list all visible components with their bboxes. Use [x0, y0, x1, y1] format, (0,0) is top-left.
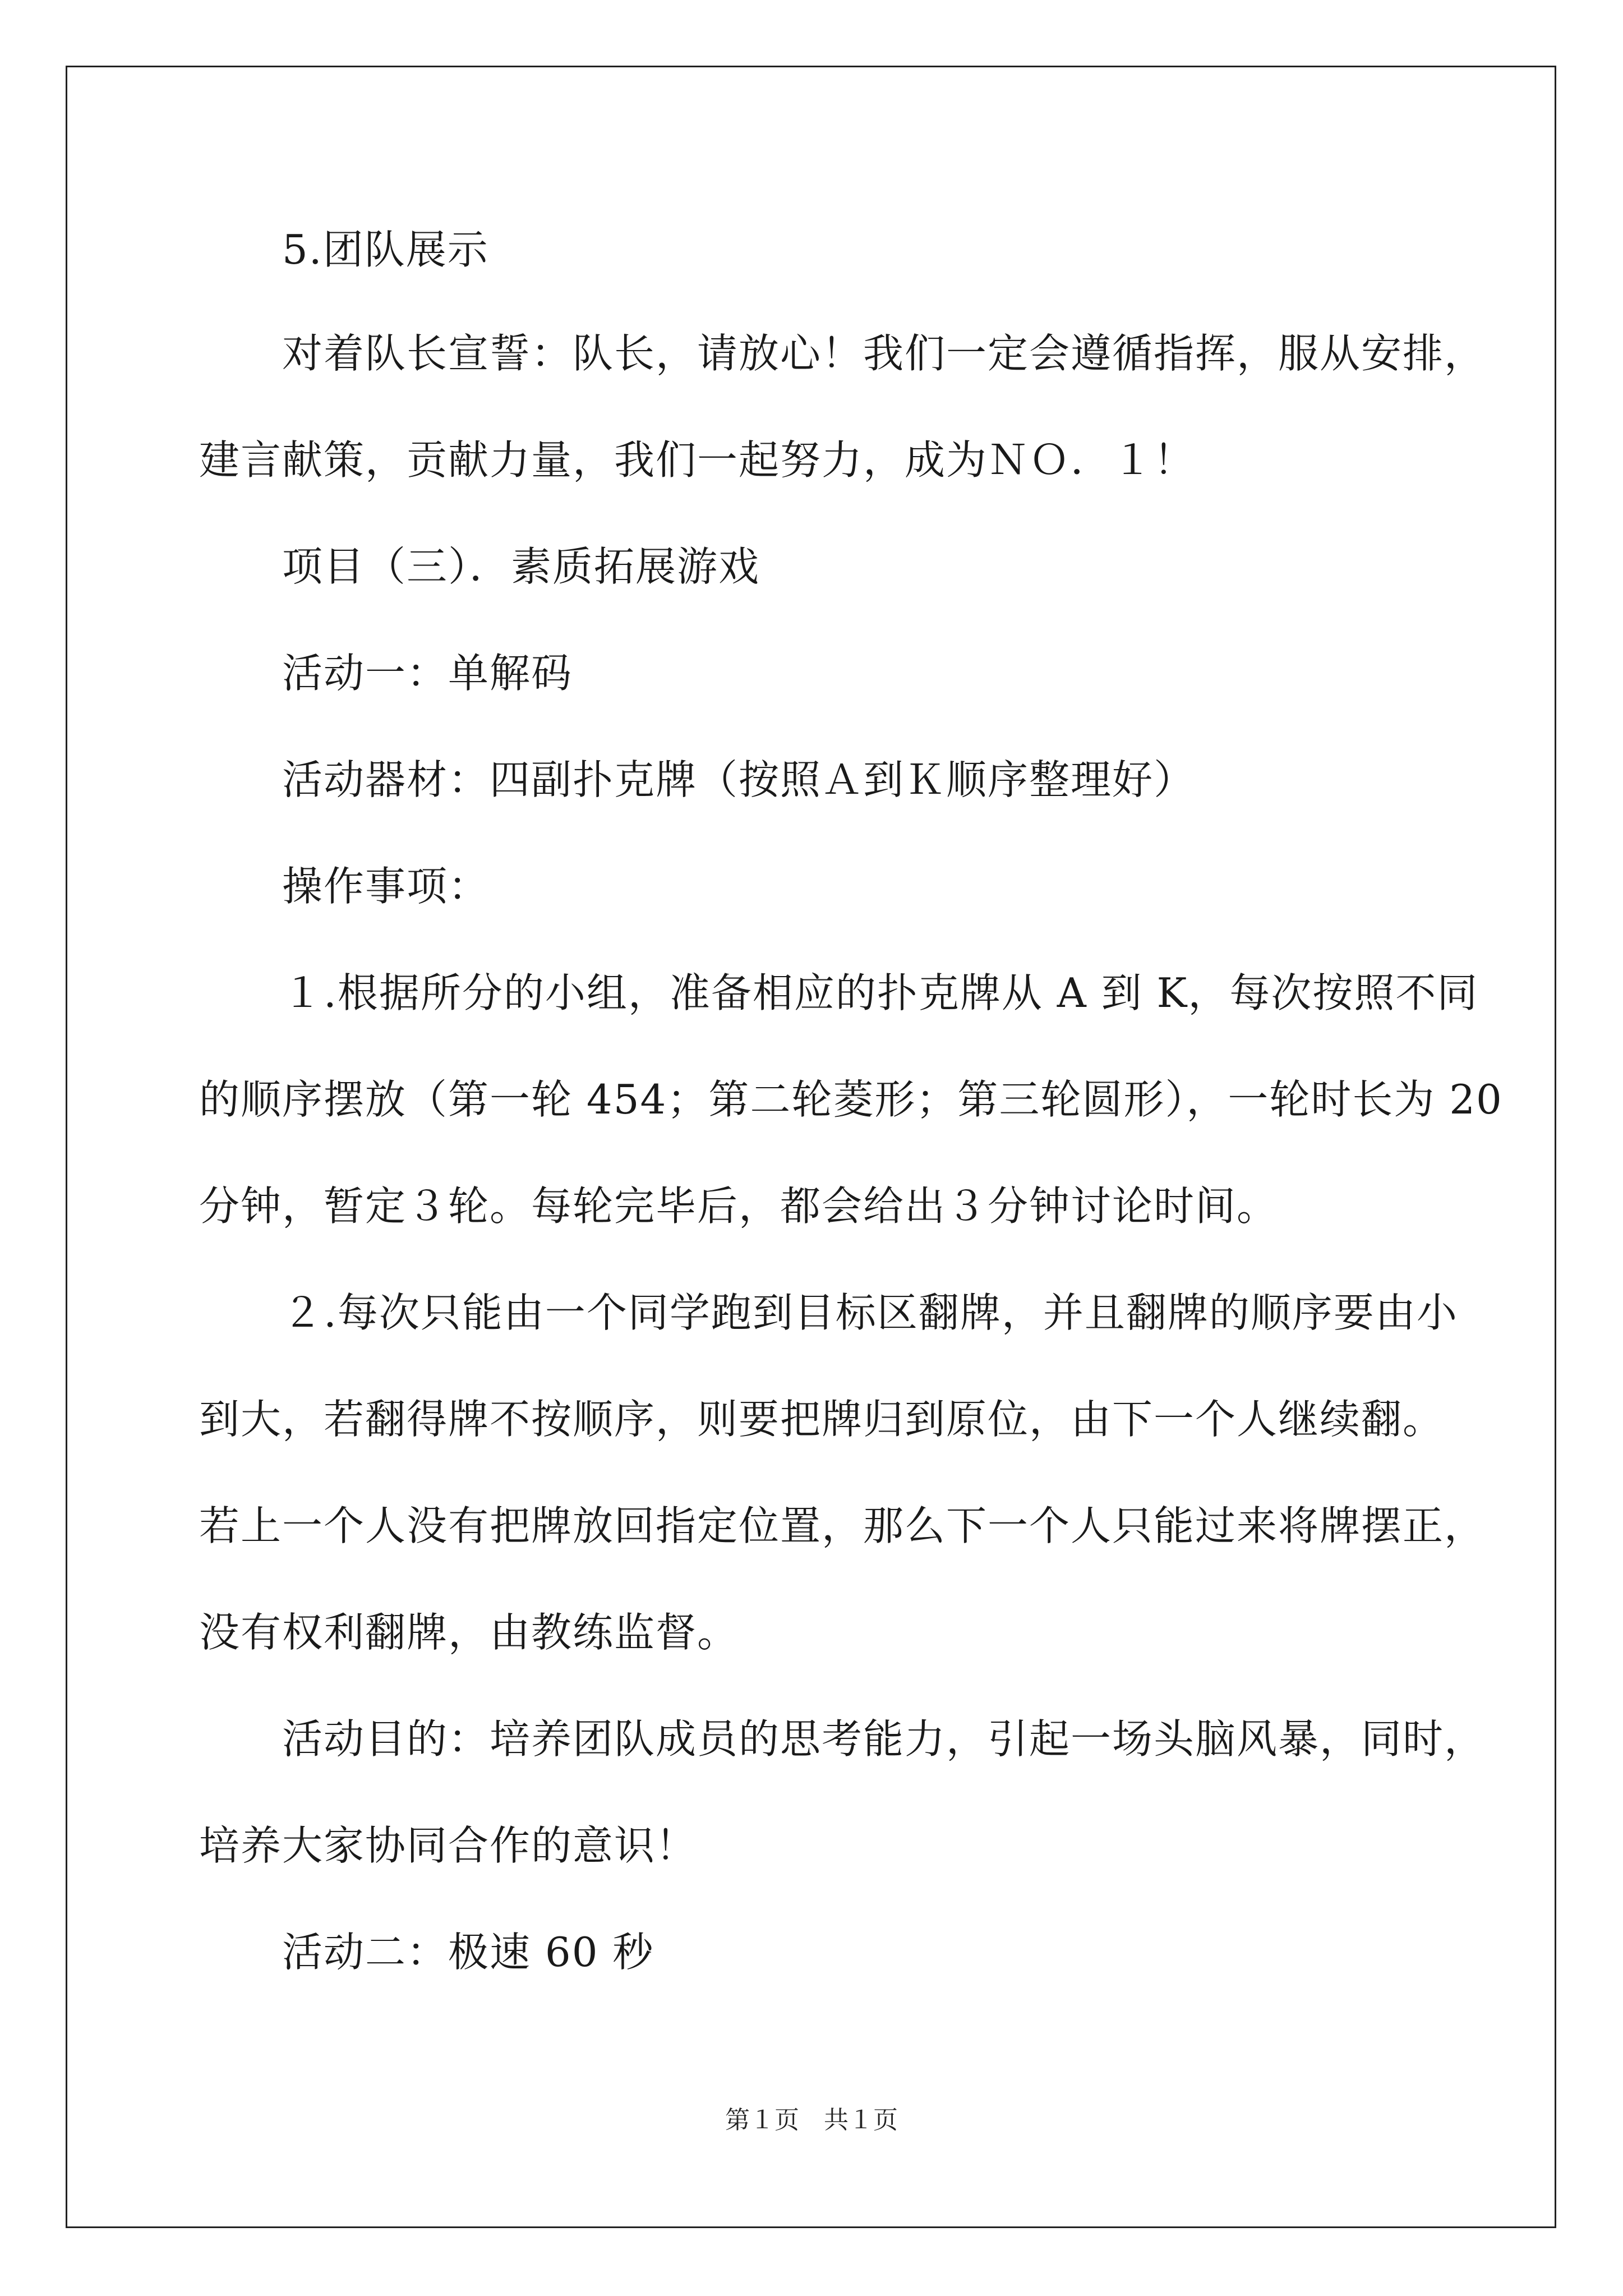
- page-number-footer: 第１页 共１页: [725, 2106, 898, 2134]
- activity-purpose-line-2: 培养大家协同合作的意识！: [199, 1822, 698, 1869]
- activity-equipment: 活动器材：四副扑克牌（按照Ａ到Ｋ顺序整理好）: [282, 756, 1196, 803]
- page-border: [66, 66, 1556, 2228]
- paragraph-oath-line-2: 建言献策，贡献力量，我们一起努力，成为ＮＯ．１！: [199, 436, 1196, 484]
- rule-two-line-3: 若上一个人没有把牌放回指定位置，那么下一个人只能过来将牌摆正，: [199, 1502, 1486, 1549]
- rule-one-line-2: 的顺序摆放（第一轮 454；第二轮菱形；第三轮圆形），一轮时长为 20: [199, 1076, 1503, 1123]
- activity-one-heading: 活动一：单解码: [282, 650, 573, 697]
- section-heading-team-display: 5.团队展示: [282, 226, 489, 273]
- operation-items-heading: 操作事项：: [282, 863, 490, 910]
- project-three-heading: 项目（三）．素质拓展游戏: [282, 543, 760, 590]
- rule-two-line-4: 没有权利翻牌，由教练监督。: [199, 1609, 739, 1656]
- rule-one-line-3: 分钟，暂定３轮。每轮完毕后，都会给出３分钟讨论时间。: [199, 1182, 1279, 1230]
- rule-two-line-1: ２.每次只能由一个同学跑到目标区翻牌，并且翻牌的顺序要由小: [282, 1289, 1458, 1336]
- activity-purpose-line-1: 活动目的：培养团队成员的思考能力，引起一场头脑风暴，同时，: [282, 1715, 1486, 1763]
- activity-two-heading: 活动二：极速 60 秒: [282, 1929, 654, 1976]
- rule-two-line-2: 到大，若翻得牌不按顺序，则要把牌归到原位，由下一个人继续翻。: [199, 1396, 1445, 1443]
- rule-one-line-1: １.根据所分的小组，准备相应的扑克牌从 A 到 K，每次按照不同: [282, 969, 1479, 1016]
- paragraph-oath-line-1: 对着队长宣誓：队长，请放心！我们一定会遵循指挥，服从安排，: [282, 330, 1486, 377]
